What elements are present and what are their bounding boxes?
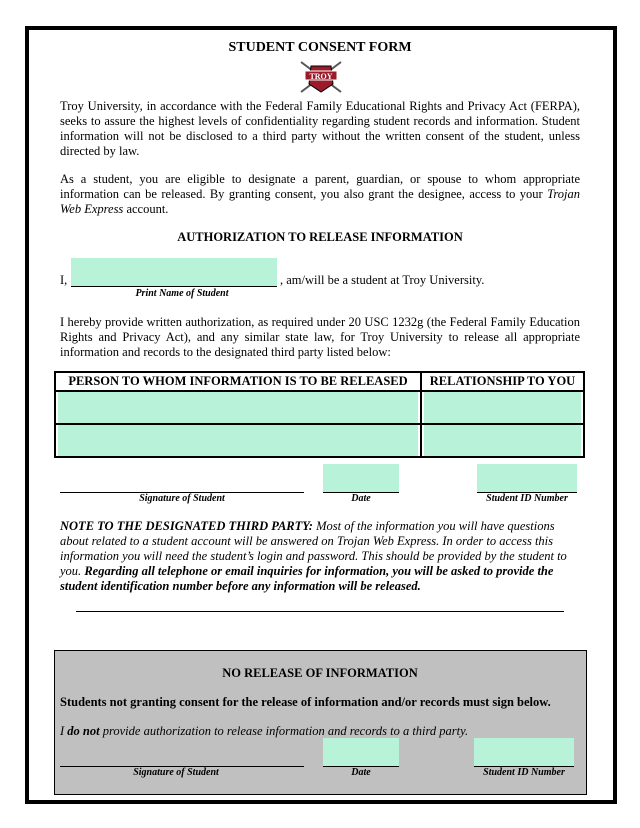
student-id-field-2[interactable] [474,738,574,767]
intro-paragraph: Troy University, in accordance with the Federal Family Educational Rights and Privacy Act (FERPA), seeks to assure the highest levels of confidentiality regarding student records and information. Student information will not be disclosed to a third party without the written consent of the student, unless directed by law. [60,99,580,158]
logo-text: TROY [309,72,333,81]
date-caption-2: Date [351,767,371,778]
date-field-2[interactable] [323,738,399,767]
third-party-note: NOTE TO THE DESIGNATED THIRD PARTY: Most of the information you will have questions about related to a student account will be answered on Trojan Web Express. In order to access this information you will need the student’s login and password. This should be provided by the student to you. Regarding all telephone or email inquiries for information, you will be asked to provide the student identification number before any information will be released. [60,519,567,593]
student-id-field[interactable] [477,464,577,493]
authorization-paragraph: I hereby provide written authorization, as required under 20 USC 1232g (the Federal Family Education Rights and Privacy Act), and any similar state law, for Troy University to release all appropriate information and records to the designated third party listed below: [60,315,580,359]
student-name-field[interactable] [71,258,277,287]
person-field-1[interactable] [58,392,418,423]
no-release-instruction: Students not granting consent for the release of information and/or records must sign below. [60,695,551,709]
student-id-caption-2: Student ID Number [483,767,565,778]
troy-logo [297,58,345,96]
no-release-statement: I do not provide authorization to release information and records to a third party. [60,724,469,738]
relationship-field-2[interactable] [424,425,581,456]
release-table [54,371,585,458]
relationship-column-header: RELATIONSHIP TO YOU [421,372,584,391]
name-suffix: , am/will be a student at Troy University. [280,273,485,287]
trojan-web-express-text: Trojan Web Express [60,187,580,216]
signature-line-2[interactable] [60,752,304,767]
name-caption: Print Name of Student [135,288,229,299]
signature-caption-2: Signature of Student [133,767,219,778]
name-prefix: I, [60,273,68,287]
person-column-header: PERSON TO WHOM INFORMATION IS TO BE RELEASED [55,372,421,391]
designee-paragraph: As a student, you are eligible to designate a parent, guardian, or spouse to whom appropriate information can be released. By granting consent, you also grant the designee, access to your Trojan Web Express account. [60,172,580,216]
form-title: STUDENT CONSENT FORM [228,40,412,55]
date-caption: Date [351,493,371,504]
signature-caption: Signature of Student [139,493,225,504]
person-field-2[interactable] [58,425,418,456]
date-field[interactable] [323,464,399,493]
divider [76,611,564,612]
authorization-heading: AUTHORIZATION TO RELEASE INFORMATION [177,230,463,244]
relationship-field-1[interactable] [424,392,581,423]
signature-line[interactable] [60,478,304,493]
student-id-caption: Student ID Number [486,493,568,504]
no-release-heading: NO RELEASE OF INFORMATION [222,666,418,680]
